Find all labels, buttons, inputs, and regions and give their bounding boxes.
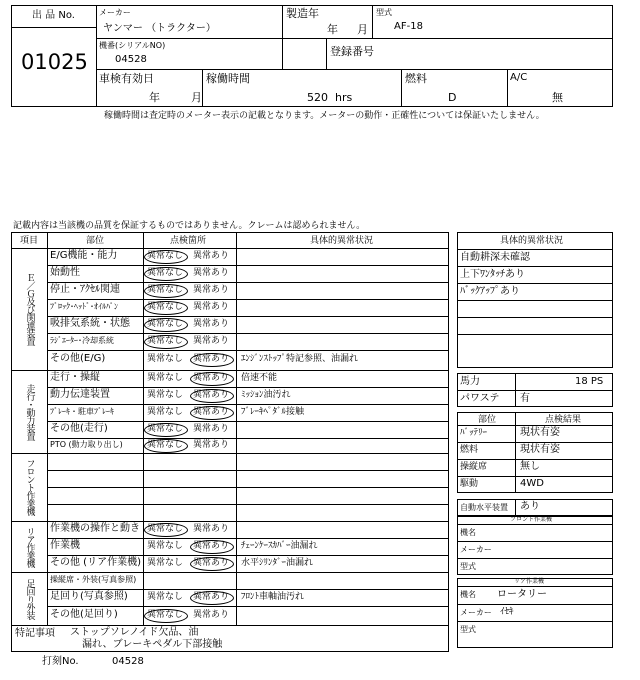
- circle-abnormal-mark: [190, 406, 234, 420]
- status-abnormal: 異常あり: [193, 423, 230, 434]
- toroku-label: 登録番号: [330, 45, 374, 58]
- row-part: 作業機: [50, 539, 80, 551]
- rear-header: リア作業機: [514, 578, 545, 585]
- row-part: その他(E/G): [50, 353, 106, 364]
- meter-note: 稼働時間は査定時のメーター表示の記載となります。メーターの動作・正確性については保証いたしません。: [104, 111, 545, 121]
- circle-abnormal-mark: [190, 557, 234, 571]
- ac-value: 無: [552, 91, 563, 104]
- circle-normal-mark: [144, 318, 188, 332]
- status-normal: 異常なし: [147, 284, 184, 295]
- row-part: 作業機の操作と動き: [50, 522, 140, 534]
- row-part: その他(走行): [50, 422, 108, 434]
- circle-normal-mark: [144, 284, 188, 298]
- serial-value: 04528: [115, 54, 147, 65]
- header-part: 部位: [86, 236, 105, 246]
- maker-label: メーカー: [99, 8, 131, 17]
- front-header: フロント作業機: [510, 516, 553, 523]
- horsepower-label: 馬力: [460, 376, 480, 387]
- level-label: 自動水平装置: [460, 503, 508, 512]
- seizo-year: 年: [327, 23, 338, 36]
- status-abnormal: 異常あり: [193, 318, 230, 329]
- part-result: 現状有姿: [520, 427, 560, 438]
- circle-abnormal-mark: [190, 353, 234, 367]
- circle-normal-mark: [144, 439, 188, 453]
- special-line1: ストップソレノイド欠品、油: [70, 627, 199, 638]
- status-normal: 異常なし: [147, 250, 184, 261]
- result-header: 点検結果: [545, 415, 582, 425]
- part-name: 駆動: [460, 479, 479, 489]
- row-detail: ﾌﾛﾝﾄ車軸油汚れ: [241, 591, 305, 602]
- status-abnormal: 異常あり: [193, 372, 230, 383]
- right-detail-header: 具体的異常状況: [500, 236, 564, 246]
- maker-value: ヤンマー （トラクター）: [103, 23, 216, 34]
- status-normal: 異常なし: [147, 335, 184, 346]
- part-result: 無し: [520, 461, 540, 472]
- status-normal: 異常なし: [147, 267, 184, 278]
- status-normal: 異常なし: [147, 540, 184, 551]
- status-abnormal: 異常あり: [193, 540, 230, 551]
- group-label: リア作業機: [24, 526, 35, 567]
- circle-abnormal-mark: [190, 540, 234, 554]
- hours-unit: hrs: [335, 91, 353, 104]
- status-abnormal: 異常あり: [193, 354, 230, 364]
- shaken-month: 月: [191, 91, 202, 104]
- circle-abnormal-mark: [190, 591, 234, 605]
- row-part: PTO (動力取り出し): [50, 439, 123, 449]
- header-item: 項目: [20, 236, 39, 246]
- status-abnormal: 異常あり: [193, 523, 230, 534]
- stamp-value: 04528: [112, 656, 144, 667]
- rear-maker-label: メーカー: [460, 608, 492, 617]
- status-normal: 異常なし: [147, 439, 184, 450]
- front-model-label: 型式: [460, 562, 476, 571]
- status-abnormal: 異常あり: [193, 609, 230, 620]
- status-abnormal: 異常あり: [193, 406, 230, 417]
- circle-normal-mark: [144, 423, 188, 437]
- serial-label: 機番(シリアルNO): [99, 41, 166, 50]
- row-part: 動力伝達装置: [50, 388, 110, 400]
- row-detail: ﾐｯｼｮﾝ油汚れ: [241, 389, 291, 400]
- seizo-month: 月: [357, 23, 368, 36]
- status-normal: 異常なし: [147, 591, 184, 602]
- hours-label: 稼働時間: [206, 72, 250, 85]
- row-part: 足回り(写真参照): [50, 590, 128, 602]
- status-abnormal: 異常あり: [193, 591, 230, 602]
- status-abnormal: 異常あり: [193, 267, 230, 278]
- powersteer-label: パワステ: [460, 393, 500, 404]
- rear-maker-value: ｲｾｷ: [500, 607, 514, 617]
- horsepower-value: 18 PS: [575, 376, 604, 387]
- part-result: 現状有姿: [520, 444, 560, 455]
- part-result: 4WD: [520, 478, 544, 489]
- row-part: ﾌﾞﾛｯｸ･ﾍｯﾄﾞ･ｵｲﾙﾊﾟﾝ: [50, 301, 118, 311]
- model-label: 型式: [376, 8, 392, 17]
- rear-name-label: 機名: [460, 590, 476, 599]
- status-abnormal: 異常あり: [193, 389, 230, 400]
- status-normal: 異常なし: [147, 372, 184, 383]
- row-part: 吸排気系統・状態: [50, 317, 130, 329]
- row-detail: ﾌﾞﾚｰｷﾍﾟﾀﾞﾙ接触: [241, 406, 305, 417]
- status-abnormal: 異常あり: [193, 250, 230, 261]
- status-abnormal: 異常あり: [193, 335, 230, 346]
- row-part: 始動性: [50, 266, 80, 278]
- circle-normal-mark: [144, 301, 188, 315]
- ac-label: A/C: [510, 72, 528, 83]
- group-label: 走行・動力装置: [24, 383, 35, 440]
- part-name: 燃料: [460, 445, 479, 455]
- status-normal: 異常なし: [147, 406, 184, 417]
- parts-header: 部位: [478, 415, 497, 425]
- status-normal: 異常なし: [147, 523, 184, 534]
- special-line2: 漏れ、ブレーキペダル下部接触: [82, 639, 223, 650]
- header-detail: 具体的異常状況: [310, 236, 374, 246]
- status-normal: 異常なし: [147, 423, 184, 434]
- status-normal: 異常なし: [147, 389, 184, 400]
- powersteer-value: 有: [520, 393, 530, 404]
- disclaimer-note: 記載内容は当該機の品質を保証するものではありません。クレームは認められません。: [13, 221, 366, 231]
- circle-normal-mark: [144, 250, 188, 264]
- circle-normal-mark: [144, 335, 188, 349]
- detail-item: 上下ﾜﾝﾀｯﾁあり: [460, 269, 525, 280]
- special-label: 特記事項: [15, 628, 55, 639]
- circle-abnormal-mark: [190, 389, 234, 403]
- stamp-label: 打刻No.: [42, 656, 79, 667]
- level-value: あり: [520, 501, 540, 512]
- row-part: 走行・操縦: [50, 371, 100, 383]
- row-detail: 倍速不能: [241, 372, 278, 383]
- header-check: 点検箇所: [170, 236, 207, 246]
- part-name: ﾊﾞｯﾃﾘｰ: [460, 428, 488, 438]
- status-normal: 異常なし: [147, 301, 184, 312]
- row-part: 停止・ｱｸｾﾙ関連: [50, 283, 120, 295]
- status-normal: 異常なし: [147, 609, 184, 620]
- row-part: 操縦席・外装(写真参照): [50, 574, 137, 584]
- status-abnormal: 異常あり: [193, 284, 230, 295]
- shuppin-label: 出 品 No.: [32, 10, 75, 21]
- row-part: ﾗｼﾞｴｰﾀｰ･冷却系統: [50, 335, 114, 345]
- fuel-label: 燃料: [405, 72, 427, 85]
- hours-value: 520: [307, 91, 328, 104]
- status-normal: 異常なし: [147, 318, 184, 329]
- row-part: ﾌﾞﾚｰｷ・駐車ﾌﾞﾚｰｷ: [50, 406, 114, 416]
- circle-normal-mark: [144, 609, 188, 623]
- status-abnormal: 異常あり: [193, 557, 230, 568]
- rear-model-label: 型式: [460, 625, 476, 634]
- row-detail: ｴﾝｼﾞﾝｽﾄｯﾌﾟ特記参照、油漏れ: [241, 354, 359, 364]
- circle-normal-mark: [144, 523, 188, 537]
- status-abnormal: 異常あり: [193, 301, 230, 312]
- group-label: フロント作業機: [24, 459, 35, 515]
- circle-normal-mark: [144, 267, 188, 281]
- status-normal: 異常なし: [147, 557, 184, 568]
- group-label: 足回り外装: [24, 578, 35, 619]
- circle-abnormal-mark: [190, 372, 234, 386]
- shuppin-number: 01025: [21, 50, 88, 74]
- part-name: 操縦席: [460, 462, 488, 472]
- group-label: Ｅ／Ｇ及び関連装置: [24, 273, 35, 345]
- detail-item: 自動耕深未確認: [460, 252, 530, 263]
- row-part: その他(足回り): [50, 608, 118, 620]
- status-normal: 異常なし: [147, 354, 184, 364]
- front-maker-label: メーカー: [460, 545, 492, 554]
- row-part: E/G機能・能力: [50, 249, 118, 261]
- row-detail: ﾁｪｰﾝｹｰｽｶﾊﾞｰ油漏れ: [241, 540, 318, 551]
- shaken-label: 車検有効日: [99, 72, 154, 85]
- row-detail: 水平ｼﾘﾝﾀﾞｰ油漏れ: [241, 557, 314, 568]
- model-value: AF-18: [394, 21, 423, 32]
- status-abnormal: 異常あり: [193, 439, 230, 450]
- front-name-label: 機名: [460, 528, 476, 537]
- fuel-value: D: [448, 91, 457, 104]
- rear-name-value: ロータリー: [497, 589, 547, 600]
- row-part: その他 (リア作業機): [50, 556, 141, 568]
- detail-item: ﾊﾞｯｸｱｯﾌﾟあり: [460, 286, 520, 297]
- shaken-year: 年: [149, 91, 160, 104]
- seizo-label: 製造年: [286, 7, 319, 20]
